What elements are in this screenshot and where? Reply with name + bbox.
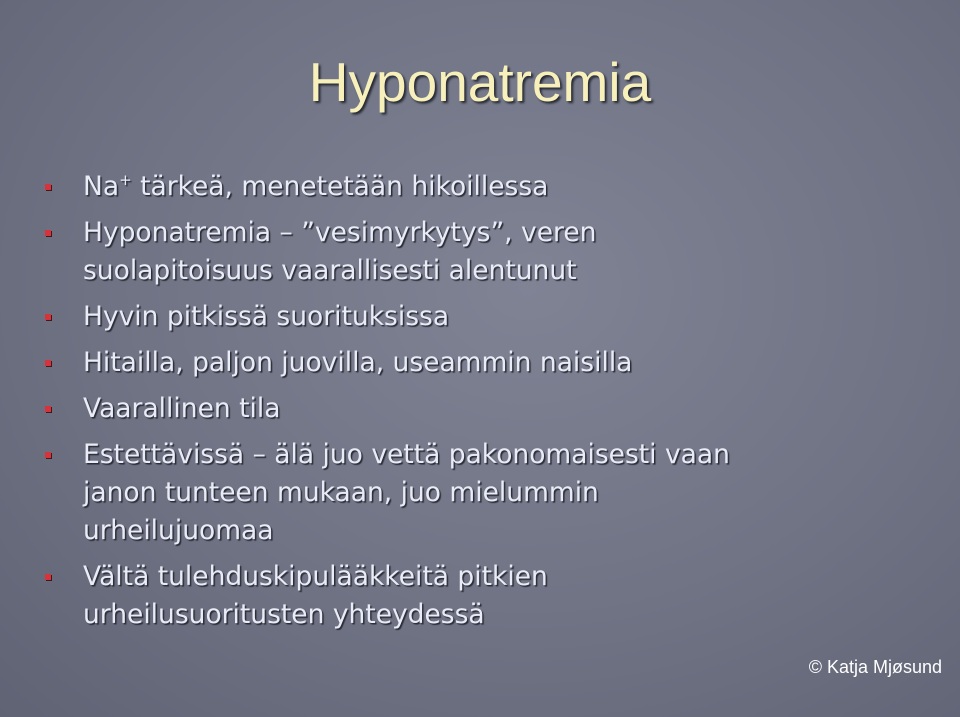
bullet-text-line: Vältä tulehduskipulääkkeitä pitkien	[83, 561, 548, 592]
copyright-notice: © Katja Mjøsund	[808, 657, 942, 677]
bullet-item	[45, 436, 935, 550]
bullet-text-line: Hitailla, paljon juovilla, useammin naisilla	[83, 347, 633, 378]
bullet-text-superscript: +	[119, 171, 132, 190]
bullet-item	[45, 214, 935, 290]
bullet-dot-icon	[45, 360, 51, 366]
bullet-item	[45, 298, 935, 336]
bullet-text-line: Vaarallinen tila	[83, 393, 281, 424]
bullet-dot-icon	[45, 452, 51, 458]
bullet-dot-icon	[45, 230, 51, 236]
bullet-item	[45, 344, 935, 382]
bullet-text-line: janon tunteen mukaan, juo mielummin	[83, 477, 599, 508]
bullet-dot-icon	[45, 406, 51, 412]
bullet-text-line: Estettävissä – älä juo vettä pakonomaisesti vaan	[83, 439, 730, 470]
bullet-dot-icon	[45, 184, 51, 190]
slide-title: Hyponatremia	[308, 51, 652, 113]
bullet-text-line: Hyvin pitkissä suorituksissa	[83, 301, 450, 332]
bullet-item	[45, 168, 935, 206]
bullet-item	[45, 558, 935, 634]
bullet-dot-icon	[45, 314, 51, 320]
bullet-text-line: urheilujuomaa	[83, 515, 274, 546]
bullet-list	[45, 168, 935, 642]
bullet-dot-icon	[45, 574, 51, 580]
bullet-text-line: Hyponatremia – ”vesimyrkytys”, veren	[83, 217, 597, 248]
bullet-text-line: suolapitoisuus vaarallisesti alentunut	[83, 255, 577, 286]
bullet-text: Na	[83, 171, 120, 202]
bullet-item	[45, 390, 935, 428]
bullet-text: tärkeä, menetetään hikoillessa	[131, 171, 549, 202]
bullet-text-line: urheilusuoritusten yhteydessä	[83, 599, 485, 630]
